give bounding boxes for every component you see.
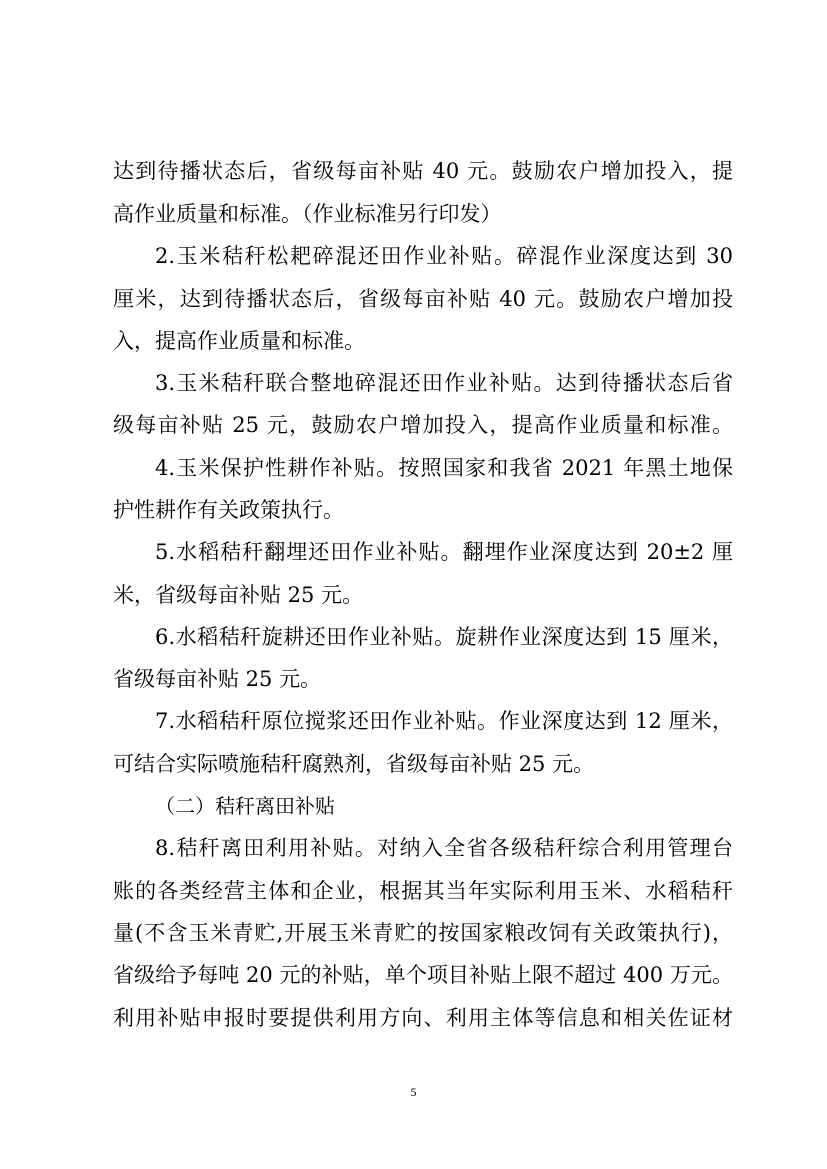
text-line: 厘米，达到待播状态后，省级每亩补贴 40 元。鼓励农户增加投	[113, 287, 733, 311]
text-line: 利用补贴申报时要提供利用方向、利用主体等信息和相关佐证材	[113, 1006, 733, 1030]
text-line: 高作业质量和标准。（作业标准另行印发）	[113, 202, 502, 226]
text-line: 米，省级每亩补贴 25 元。	[113, 583, 364, 607]
text-line: 量(不含玉米青贮,开展玉米青贮的按国家粮改饲有关政策执行)，	[113, 921, 733, 945]
text-line: 8.秸秆离田利用补贴。对纳入全省各级秸秆综合利用管理台	[155, 836, 733, 860]
section-heading: （二）秸秆离田补贴	[155, 794, 335, 818]
text-line: 省级每亩补贴 25 元。	[113, 667, 322, 691]
text-line: 4.玉米保护性耕作补贴。按照国家和我省 2021 年黑土地保	[155, 456, 733, 480]
text-line: 护性耕作有关政策执行。	[113, 498, 344, 522]
text-line: 可结合实际喷施秸秆腐熟剂，省级每亩补贴 25 元。	[113, 752, 595, 776]
text-line: 省级给予每吨 20 元的补贴，单个项目补贴上限不超过 400 万元。	[113, 963, 733, 987]
text-line: 账的各类经营主体和企业，根据其当年实际利用玉米、水稻秸秆	[113, 879, 733, 903]
text-line: 2.玉米秸秆松耙碎混还田作业补贴。碎混作业深度达到 30	[155, 244, 733, 268]
text-line: 5.水稻秸秆翻埋还田作业补贴。翻埋作业深度达到 20±2 厘	[155, 540, 733, 564]
text-line: 3.玉米秸秆联合整地碎混还田作业补贴。达到待播状态后省	[155, 371, 733, 395]
text-line: 级每亩补贴 25 元，鼓励农户增加投入，提高作业质量和标准。	[113, 413, 733, 437]
text-line: 7.水稻秸秆原位搅浆还田作业补贴。作业深度达到 12 厘米，	[155, 709, 733, 733]
text-line: 达到待播状态后，省级每亩补贴 40 元。鼓励农户增加投入，提	[113, 159, 733, 183]
page-number: 5	[410, 1085, 417, 1099]
text-line: 6.水稻秸秆旋耕还田作业补贴。旋耕作业深度达到 15 厘米，	[155, 625, 733, 649]
text-line: 入，提高作业质量和标准。	[113, 329, 365, 353]
